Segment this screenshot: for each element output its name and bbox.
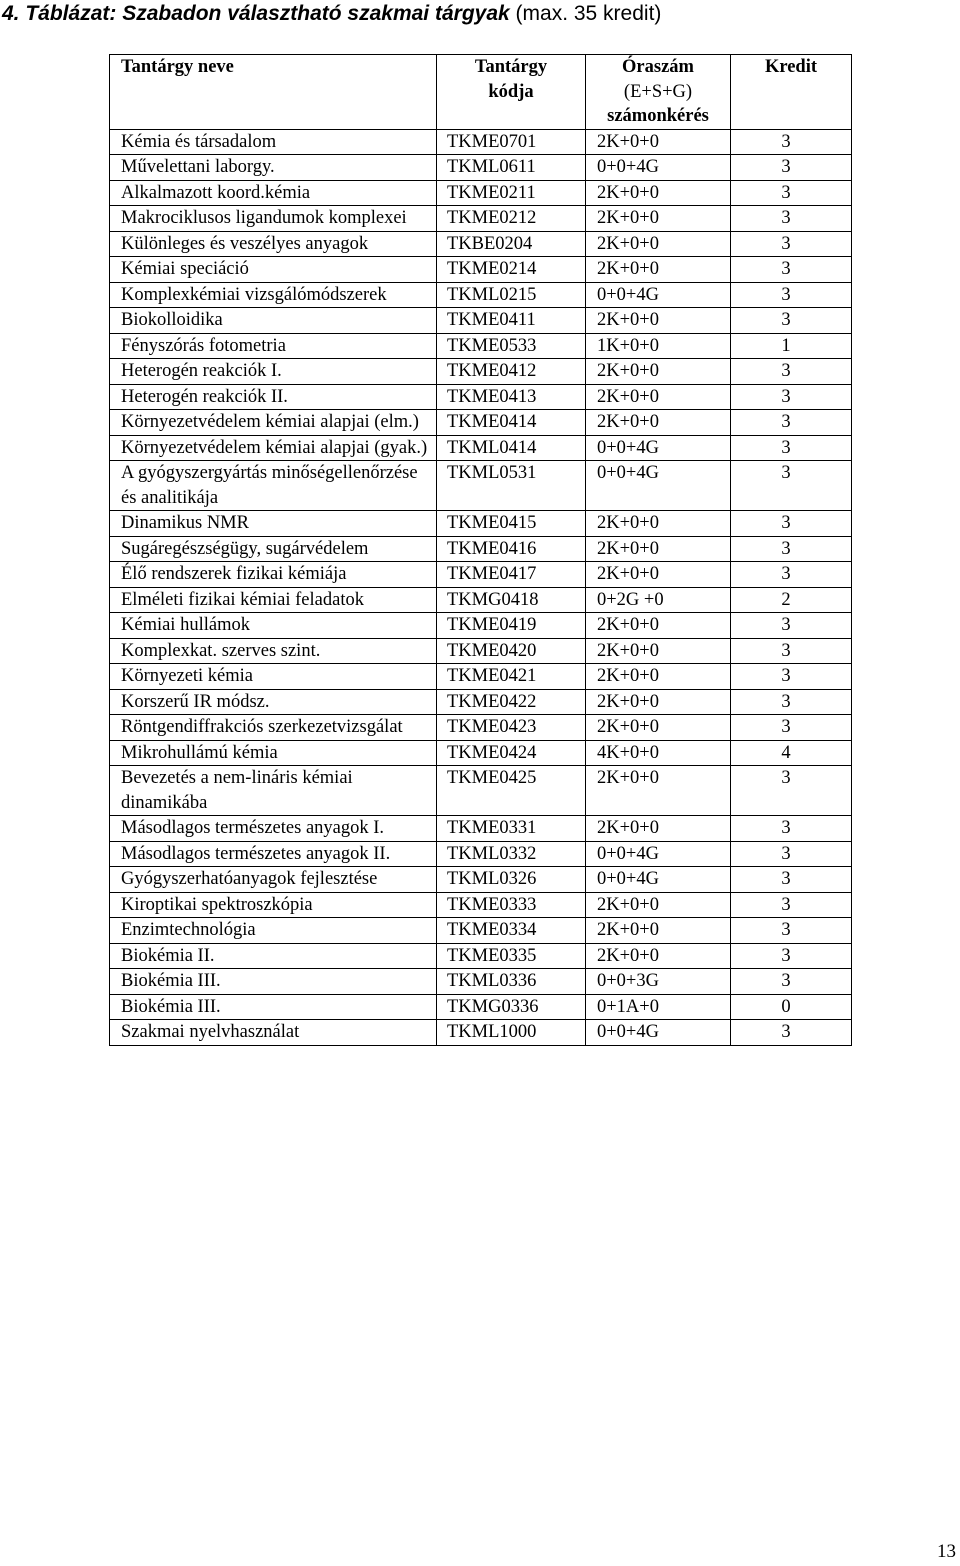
subject-hours-cell: 2K+0+0 — [586, 766, 731, 816]
subject-name-cell: Másodlagos természetes anyagok II. — [110, 841, 437, 867]
subject-name-cell: Művelettani laborgy. — [110, 155, 437, 181]
subject-code-cell: TKME0701 — [437, 129, 586, 155]
subject-code-cell: TKME0420 — [437, 638, 586, 664]
table-row — [110, 867, 852, 893]
subject-name-cell: Komplexkémiai vizsgálómódszerek — [110, 282, 437, 308]
subject-credit-cell: 3 — [731, 180, 852, 206]
subject-name-cell: Másodlagos természetes anyagok I. — [110, 816, 437, 842]
heading-title: 4. Táblázat: Szabadon választható szakmai tárgyak — [2, 2, 510, 25]
table-row — [110, 613, 852, 639]
subject-code-cell: TKME0212 — [437, 206, 586, 232]
subject-name-cell: Komplexkat. szerves szint. — [110, 638, 437, 664]
table-row — [110, 461, 852, 511]
subject-name-cell: Korszerű IR módsz. — [110, 689, 437, 715]
subject-code-cell: TKME0533 — [437, 333, 586, 359]
subject-hours-cell: 2K+0+0 — [586, 918, 731, 944]
subject-code-cell: TKML1000 — [437, 1020, 586, 1046]
subject-hours-cell: 2K+0+0 — [586, 562, 731, 588]
subject-code-cell: TKME0417 — [437, 562, 586, 588]
subject-credit-cell: 3 — [731, 308, 852, 334]
subject-hours-cell: 2K+0+0 — [586, 664, 731, 690]
subject-hours-cell: 0+0+4G — [586, 155, 731, 181]
subject-code-cell: TKMG0418 — [437, 587, 586, 613]
table-row — [110, 664, 852, 690]
table-row — [110, 943, 852, 969]
subject-hours-cell: 0+1A+0 — [586, 994, 731, 1020]
subject-code-cell: TKML0332 — [437, 841, 586, 867]
subject-hours-cell: 2K+0+0 — [586, 715, 731, 741]
subject-credit-cell: 3 — [731, 1020, 852, 1046]
table-row — [110, 180, 852, 206]
subject-hours-cell: 2K+0+0 — [586, 511, 731, 537]
subject-code-cell: TKME0334 — [437, 918, 586, 944]
table-row — [110, 536, 852, 562]
header-hours-line1: Óraszám — [622, 57, 694, 77]
subject-credit-cell: 3 — [731, 536, 852, 562]
subject-hours-cell: 0+0+4G — [586, 461, 731, 511]
subject-credit-cell: 1 — [731, 333, 852, 359]
table-row — [110, 918, 852, 944]
subject-hours-cell: 2K+0+0 — [586, 180, 731, 206]
subject-code-cell: TKME0422 — [437, 689, 586, 715]
table-row — [110, 994, 852, 1020]
subject-hours-cell: 2K+0+0 — [586, 892, 731, 918]
subject-credit-cell: 3 — [731, 206, 852, 232]
subject-code-cell: TKME0211 — [437, 180, 586, 206]
subject-name-cell: Környezetvédelem kémiai alapjai (elm.) — [110, 410, 437, 436]
header-name-label: Tantárgy neve — [121, 57, 234, 77]
subject-name-cell: Enzimtechnológia — [110, 918, 437, 944]
subject-code-cell: TKME0333 — [437, 892, 586, 918]
subject-name-cell: Környezetvédelem kémiai alapjai (gyak.) — [110, 435, 437, 461]
subject-credit-cell: 3 — [731, 918, 852, 944]
subject-name-cell: Kémiai hullámok — [110, 613, 437, 639]
table-row — [110, 282, 852, 308]
subject-hours-cell: 0+0+4G — [586, 435, 731, 461]
subject-name-cell: Sugáregészségügy, sugárvédelem — [110, 536, 437, 562]
subject-name-cell: Biokémia III. — [110, 969, 437, 995]
subject-hours-cell: 4K+0+0 — [586, 740, 731, 766]
subject-credit-cell: 3 — [731, 257, 852, 283]
subject-name-cell: Kémia és társadalom — [110, 129, 437, 155]
header-code-line1: Tantárgy — [474, 57, 548, 77]
subject-hours-cell: 2K+0+0 — [586, 536, 731, 562]
subject-hours-cell: 2K+0+0 — [586, 206, 731, 232]
subject-credit-cell: 3 — [731, 892, 852, 918]
subject-credit-cell: 3 — [731, 155, 852, 181]
subject-code-cell: TKME0411 — [437, 308, 586, 334]
table-row — [110, 129, 852, 155]
subject-hours-cell: 0+0+4G — [586, 1020, 731, 1046]
subject-code-cell: TKME0421 — [437, 664, 586, 690]
subject-code-cell: TKME0419 — [437, 613, 586, 639]
table-row — [110, 435, 852, 461]
subject-code-cell: TKML0611 — [437, 155, 586, 181]
table-row — [110, 359, 852, 385]
subject-credit-cell: 3 — [731, 816, 852, 842]
table-row — [110, 206, 852, 232]
subject-name-cell: Röntgendiffrakciós szerkezetvizsgálat — [110, 715, 437, 741]
subject-credit-cell: 3 — [731, 511, 852, 537]
subject-name-cell: Heterogén reakciók II. — [110, 384, 437, 410]
subject-hours-cell: 2K+0+0 — [586, 613, 731, 639]
subject-credit-cell: 3 — [731, 638, 852, 664]
subject-code-cell: TKME0415 — [437, 511, 586, 537]
subject-hours-cell: 2K+0+0 — [586, 638, 731, 664]
subject-credit-cell: 3 — [731, 841, 852, 867]
table-row — [110, 384, 852, 410]
subject-hours-cell: 2K+0+0 — [586, 231, 731, 257]
header-credit-label: Kredit — [764, 57, 818, 77]
subject-name-cell: Szakmai nyelvhasználat — [110, 1020, 437, 1046]
table-row — [110, 638, 852, 664]
table-row — [110, 766, 852, 816]
subject-credit-cell: 3 — [731, 461, 852, 511]
subject-hours-cell: 0+0+4G — [586, 282, 731, 308]
subject-code-cell: TKME0416 — [437, 536, 586, 562]
subject-name-cell: Mikrohullámú kémia — [110, 740, 437, 766]
subject-name-cell: Gyógyszerhatóanyagok fejlesztése — [110, 867, 437, 893]
subject-credit-cell: 3 — [731, 231, 852, 257]
table-row — [110, 333, 852, 359]
subject-hours-cell: 2K+0+0 — [586, 943, 731, 969]
header-name — [110, 55, 437, 130]
subject-hours-cell: 0+0+3G — [586, 969, 731, 995]
subject-name-cell: Biokémia III. — [110, 994, 437, 1020]
table-row — [110, 816, 852, 842]
table-row — [110, 715, 852, 741]
table-row — [110, 1020, 852, 1046]
subject-name-cell: Élő rendszerek fizikai kémiája — [110, 562, 437, 588]
table-body — [110, 129, 852, 1045]
subject-credit-cell: 3 — [731, 129, 852, 155]
subject-code-cell: TKMG0336 — [437, 994, 586, 1020]
table-row — [110, 892, 852, 918]
subject-name-cell: Makrociklusos ligandumok komplexei — [110, 206, 437, 232]
subject-code-cell: TKML0326 — [437, 867, 586, 893]
subject-credit-cell: 3 — [731, 689, 852, 715]
subject-hours-cell: 1K+0+0 — [586, 333, 731, 359]
heading-subtitle: (max. 35 kredit) — [509, 2, 662, 25]
subject-credit-cell: 3 — [731, 282, 852, 308]
subject-name-cell: Dinamikus NMR — [110, 511, 437, 537]
subject-code-cell: TKME0413 — [437, 384, 586, 410]
subject-hours-cell: 0+0+4G — [586, 841, 731, 867]
table-row — [110, 511, 852, 537]
subject-credit-cell: 3 — [731, 664, 852, 690]
subject-hours-cell: 0+2G +0 — [586, 587, 731, 613]
subject-credit-cell: 3 — [731, 384, 852, 410]
subject-credit-cell: 3 — [731, 766, 852, 816]
table-row — [110, 841, 852, 867]
subject-name-cell: Biokémia II. — [110, 943, 437, 969]
subject-name-cell: Kiroptikai spektroszkópia — [110, 892, 437, 918]
page-heading — [2, 0, 661, 27]
table-row — [110, 155, 852, 181]
subject-code-cell: TKML0531 — [437, 461, 586, 511]
subject-code-cell: TKME0424 — [437, 740, 586, 766]
subject-name-cell: Környezeti kémia — [110, 664, 437, 690]
subject-name-cell: Különleges és veszélyes anyagok — [110, 231, 437, 257]
table-row — [110, 257, 852, 283]
subject-code-cell: TKME0423 — [437, 715, 586, 741]
subject-name-cell: A gyógyszergyártás minőségellenőrzése és analitikája — [110, 461, 437, 511]
header-code — [437, 55, 586, 130]
subject-hours-cell: 2K+0+0 — [586, 308, 731, 334]
subject-credit-cell: 3 — [731, 613, 852, 639]
subject-credit-cell: 3 — [731, 562, 852, 588]
subject-name-cell: Heterogén reakciók I. — [110, 359, 437, 385]
subject-credit-cell: 3 — [731, 410, 852, 436]
subject-hours-cell: 2K+0+0 — [586, 359, 731, 385]
subject-credit-cell: 3 — [731, 969, 852, 995]
subject-credit-cell: 3 — [731, 435, 852, 461]
subject-code-cell: TKME0335 — [437, 943, 586, 969]
subject-code-cell: TKML0336 — [437, 969, 586, 995]
header-hours-line3: számonkérés — [607, 106, 709, 126]
table-row — [110, 689, 852, 715]
table-row — [110, 308, 852, 334]
table-row — [110, 410, 852, 436]
table-row — [110, 587, 852, 613]
table-row — [110, 740, 852, 766]
table-row — [110, 969, 852, 995]
subject-code-cell: TKML0215 — [437, 282, 586, 308]
header-hours — [586, 55, 731, 130]
subject-code-cell: TKME0214 — [437, 257, 586, 283]
subject-hours-cell: 2K+0+0 — [586, 129, 731, 155]
subject-credit-cell: 0 — [731, 994, 852, 1020]
subject-hours-cell: 2K+0+0 — [586, 816, 731, 842]
subject-hours-cell: 0+0+4G — [586, 867, 731, 893]
subject-name-cell: Bevezetés a nem-lináris kémiai dinamikába — [110, 766, 437, 816]
subject-hours-cell: 2K+0+0 — [586, 257, 731, 283]
subject-name-cell: Kémiai speciáció — [110, 257, 437, 283]
subject-hours-cell: 2K+0+0 — [586, 410, 731, 436]
subject-credit-cell: 3 — [731, 943, 852, 969]
header-hours-line2: (E+S+G) — [623, 81, 693, 102]
subject-code-cell: TKME0412 — [437, 359, 586, 385]
subject-credit-cell: 3 — [731, 359, 852, 385]
subject-code-cell: TKME0425 — [437, 766, 586, 816]
subject-credit-cell: 4 — [731, 740, 852, 766]
subject-name-cell: Fényszórás fotometria — [110, 333, 437, 359]
table-row — [110, 231, 852, 257]
subject-credit-cell: 3 — [731, 867, 852, 893]
subject-hours-cell: 2K+0+0 — [586, 384, 731, 410]
subject-name-cell: Elméleti fizikai kémiai feladatok — [110, 587, 437, 613]
page-number: 13 — [937, 1541, 956, 1562]
header-code-line2: kódja — [488, 81, 534, 102]
subject-code-cell: TKME0331 — [437, 816, 586, 842]
subjects-table — [109, 54, 852, 1046]
table-row — [110, 562, 852, 588]
subject-code-cell: TKBE0204 — [437, 231, 586, 257]
table-header-row — [110, 55, 852, 130]
header-credit — [731, 55, 852, 130]
subject-code-cell: TKME0414 — [437, 410, 586, 436]
subject-hours-cell: 2K+0+0 — [586, 689, 731, 715]
subject-name-cell: Biokolloidika — [110, 308, 437, 334]
subject-credit-cell: 3 — [731, 715, 852, 741]
subject-credit-cell: 2 — [731, 587, 852, 613]
subject-name-cell: Alkalmazott koord.kémia — [110, 180, 437, 206]
subject-code-cell: TKML0414 — [437, 435, 586, 461]
